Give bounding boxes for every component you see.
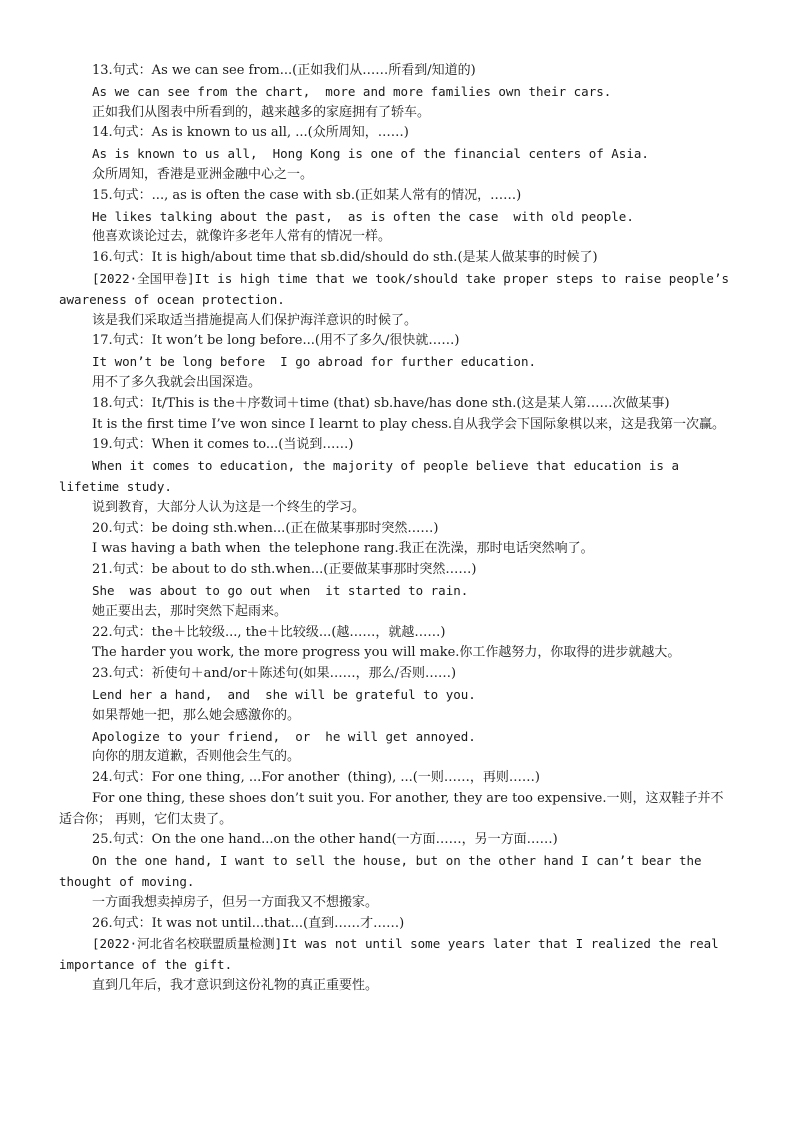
example-zh-16: 该是我们采取适当措施提高人们保护海洋意识的时候了。 xyxy=(92,312,418,328)
pattern-heading-15: 15.句式：..., as is often the case with sb.(正如某人常有的情况，……) xyxy=(92,187,522,203)
example-en-14: As is known to us all, Hong Kong is one of the financial centers of Asia. xyxy=(92,146,649,162)
example-22: The harder you work, the more progress you will make.你工作越努力，你取得的进步就越大。 xyxy=(92,645,681,661)
example-zh-21: 她正要出去，那时突然下起雨来。 xyxy=(92,603,288,619)
example-zh-23b: 向你的朋友道歉，否则他会生气的。 xyxy=(92,749,301,765)
example-zh-14: 众所周知，香港是亚洲金融中心之一。 xyxy=(92,166,314,182)
pattern-heading-17: 17.句式：It won’t be long before...(用不了多久/很快就……) xyxy=(92,333,460,349)
example-24: For one thing, these shoes don’t suit you. For another, they are too expensive.一则，这双鞋子并不适合你； 再则，它们太贵了。 xyxy=(59,790,724,827)
example-en-26: [2022·河北省名校联盟质量检测]It was not until some years later that I realized the real importance of the gift. xyxy=(59,936,719,973)
example-en-13: As we can see from the chart, more and more families own their cars. xyxy=(92,83,612,99)
pattern-heading-18: 18.句式：It/This is the＋序数词＋time (that) sb.have/has done sth.(这是某人第……次做某事) xyxy=(92,395,670,411)
pattern-heading-23: 23.句式：祈使句＋and/or＋陈述句(如果……，那么/否则……) xyxy=(92,666,457,682)
pattern-heading-13: 13.句式：As we can see from...(正如我们从……所看到/知道的) xyxy=(92,63,476,78)
pattern-heading-19: 19.句式：When it comes to...(当说到……) xyxy=(92,437,354,453)
example-en-19: When it comes to education, the majority of people believe that education is a lifetime study. xyxy=(59,458,679,494)
pattern-heading-16: 16.句式：It is high/about time that sb.did/should do sth.(是某人做某事的时候了) xyxy=(92,250,598,266)
example-18: It is the first time I’ve won since I learnt to play chess.自从我学会下国际象棋以来，这是我第一次赢。 xyxy=(92,416,726,432)
example-zh-23a: 如果帮她一把，那么她会感激你的。 xyxy=(92,707,301,723)
example-zh-19: 说到教育，大部分人认为这是一个终生的学习。 xyxy=(92,499,366,515)
example-en-21: She was about to go out when it started to rain. xyxy=(92,582,469,598)
example-zh-17: 用不了多久我就会出国深造。 xyxy=(92,374,262,390)
pattern-heading-14: 14.句式：As is known to us all, ...(众所周知，……) xyxy=(92,125,409,141)
example-zh-13: 正如我们从图表中所看到的，越来越多的家庭拥有了轿车。 xyxy=(92,104,431,120)
example-en-23b: Apologize to your friend, or he will get annoyed. xyxy=(92,728,476,744)
example-en-23a: Lend her a hand, and she will be grateful to you. xyxy=(92,686,476,702)
example-20: I was having a bath when the telephone rang.我正在洗澡，那时电话突然响了。 xyxy=(92,541,594,557)
pattern-heading-26: 26.句式：It was not until...that...(直到……才……) xyxy=(92,915,405,931)
example-zh-26: 直到几年后，我才意识到这份礼物的真正重要性。 xyxy=(92,978,379,994)
example-en-16: [2022·全国甲卷]It is high time that we took/should take proper steps to raise people’s awareness of ocean protection. xyxy=(59,270,729,307)
pattern-heading-25: 25.句式：On the one hand...on the other hand(一方面……，另一方面……) xyxy=(92,832,558,848)
pattern-heading-22: 22.句式：the＋比较级..., the＋比较级...(越……，就越……) xyxy=(92,624,446,640)
example-en-17: It won’t be long before I go abroad for further education. xyxy=(92,354,537,370)
pattern-heading-24: 24.句式：For one thing, ...For another (thing), ...(一则……，再则……) xyxy=(92,770,540,786)
pattern-heading-20: 20.句式：be doing sth.when...(正在做某事那时突然……) xyxy=(92,520,439,536)
example-zh-25: 一方面我想卖掉房子，但另一方面我又不想搬家。 xyxy=(92,894,379,910)
example-en-15: He likes talking about the past, as is often the case with old people. xyxy=(92,208,634,224)
example-en-25: On the one hand, I want to sell the house, but on the other hand I can’t bear the thought of moving. xyxy=(59,853,702,890)
pattern-heading-21: 21.句式：be about to do sth.when...(正要做某事那时突然……) xyxy=(92,562,477,578)
document-page xyxy=(59,61,735,997)
example-zh-15: 他喜欢谈论过去，就像许多老年人常有的情况一样。 xyxy=(92,229,392,245)
